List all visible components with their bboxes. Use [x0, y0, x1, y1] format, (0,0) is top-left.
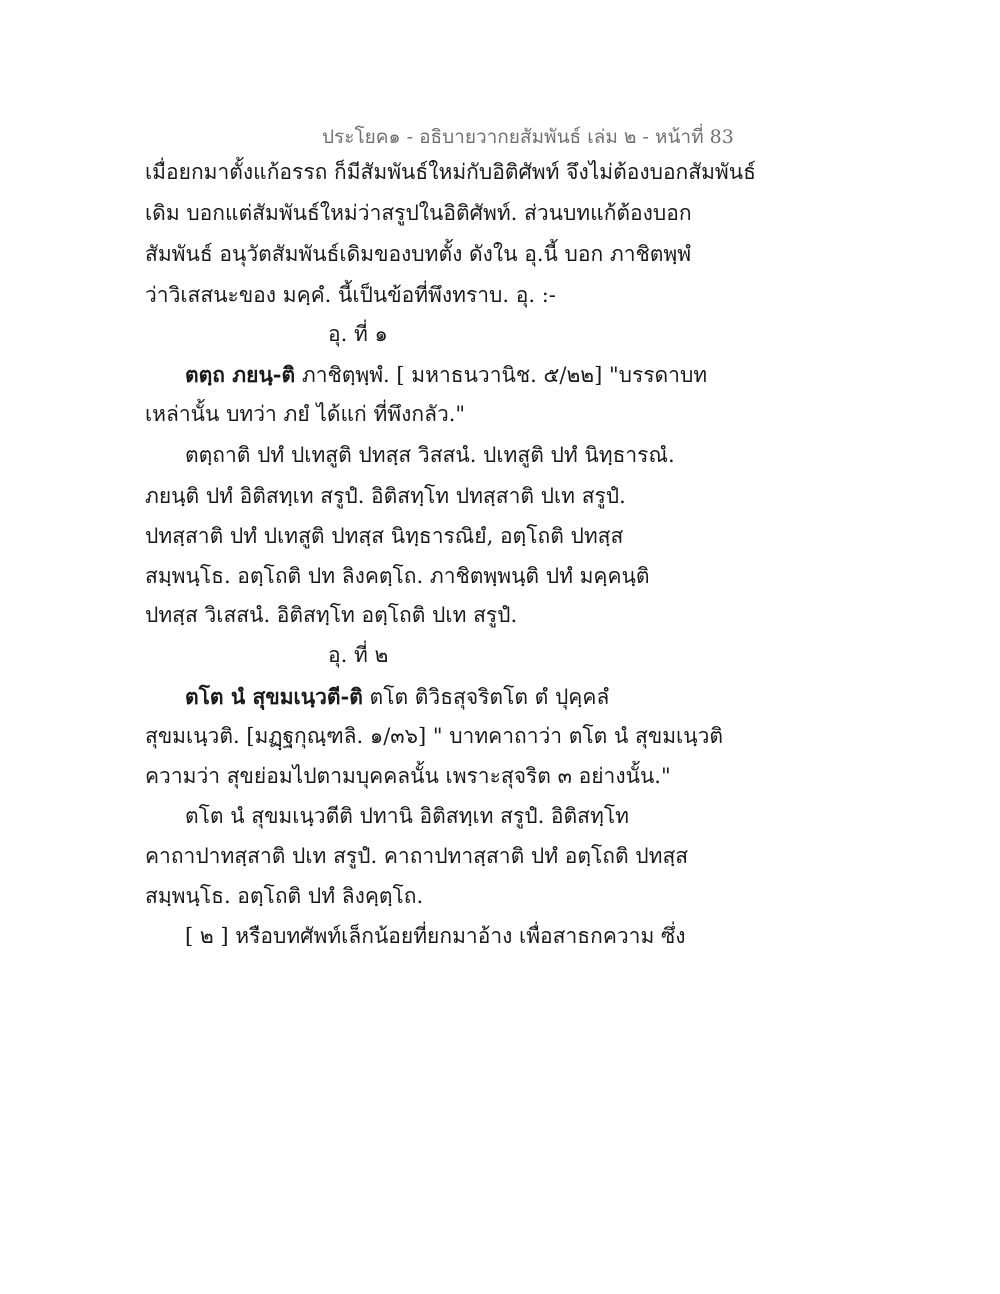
example-rest: ตโต ติวิธสุจริตโต ตํ ปุคฺคลํ	[362, 685, 610, 709]
example-heading: อุ. ที่ ๒	[328, 643, 389, 667]
text-line: ตโต นํ สุขมเนฺวตีติ ปทานิ อิติสทฺเท สรูปํ. อิติสทฺโท	[185, 804, 629, 828]
text-line	[185, 686, 609, 708]
text-line: ภยนฺติ ปทํ อิติสทฺเท สรูปํ. อิติสทฺโท ปทสฺสาติ ปเท สรูปํ.	[145, 484, 626, 508]
text-line: เมื่อยกมาตั้งแก้อรรถ ก็มีสัมพันธ์ใหม่กับอิติศัพท์ จึงไม่ต้องบอกสัมพันธ์	[145, 160, 756, 184]
text-line	[185, 364, 707, 386]
text-line: เดิม บอกแต่สัมพันธ์ใหม่ว่าสรูปในอิติศัพท์. ส่วนบทแก้ต้องบอก	[145, 201, 692, 225]
page-header: ประโยค๑ - อธิบายวากยสัมพันธ์ เล่ม ๒ - หน้าที่ 83	[322, 126, 734, 148]
text-line: ปทสฺส วิเสสนํ. อิติสทฺโท อตฺโถติ ปเท สรูปํ.	[145, 603, 518, 627]
text-line: ว่าวิเสสนะของ มคฺคํ. นี้เป็นข้อที่พึงทราบ. อุ. :-	[145, 283, 556, 307]
text-line: สมฺพนฺโธ. อตฺโถติ ปท ลิงคตฺโถ. ภาชิตพฺพนฺติ ปทํ มคฺคนฺติ	[145, 564, 650, 588]
text-line: คาถาปาทสฺสาติ ปเท สรูปํ. คาถาปทาสฺสาติ ปทํ อตฺโถติ ปทสฺส	[145, 844, 689, 868]
example-heading: อุ. ที่ ๑	[328, 322, 388, 346]
text-line: สมฺพนฺโธ. อตฺโถติ ปทํ ลิงคฺตฺโถ.	[145, 884, 424, 908]
text-line: ปทสฺสาติ ปทํ ปเทสูติ ปทสฺส นิทฺธารณิยํ, อตฺโถติ ปทสฺส	[145, 524, 624, 548]
text-line: สุขมเนฺวติ. [มฏฺฐกุณฺฑลิ. ๑/๓๖] " บาทคาถาว่า ตโต นํ สุขมเนฺวติ	[145, 724, 724, 748]
example-term: ตตฺถ ภยนฺ-ติ	[185, 362, 296, 387]
text-line: สัมพันธ์ อนุวัตสัมพันธ์เดิมของบทตั้ง ดังใน อุ.นี้ บอก ภาชิตพฺพํ	[145, 242, 692, 266]
text-line: ตตฺถาติ ปทํ ปเทสูติ ปทสฺส วิสสนํ. ปเทสูติ ปทํ นิทฺธารณํ.	[185, 443, 675, 467]
text-line: เหล่านั้น บทว่า ภยํ ได้แก่ ที่พึงกลัว."	[145, 402, 466, 426]
example-rest: ภาชิตฺพฺพํ. [ มหาธนวานิช. ๕/๒๒] "บรรดาบท	[295, 363, 708, 387]
example-term: ตโต นํ สุขมเนฺวตี-ติ	[185, 684, 363, 709]
text-line: ความว่า สุขย่อมไปตามบุคคลนั้น เพราะสุจริต ๓ อย่างนั้น."	[145, 764, 671, 788]
text-line: [ ๒ ] หรือบทศัพท์เล็กน้อยที่ยกมาอ้าง เพื่อสาธกความ ซึ่ง	[185, 924, 686, 948]
